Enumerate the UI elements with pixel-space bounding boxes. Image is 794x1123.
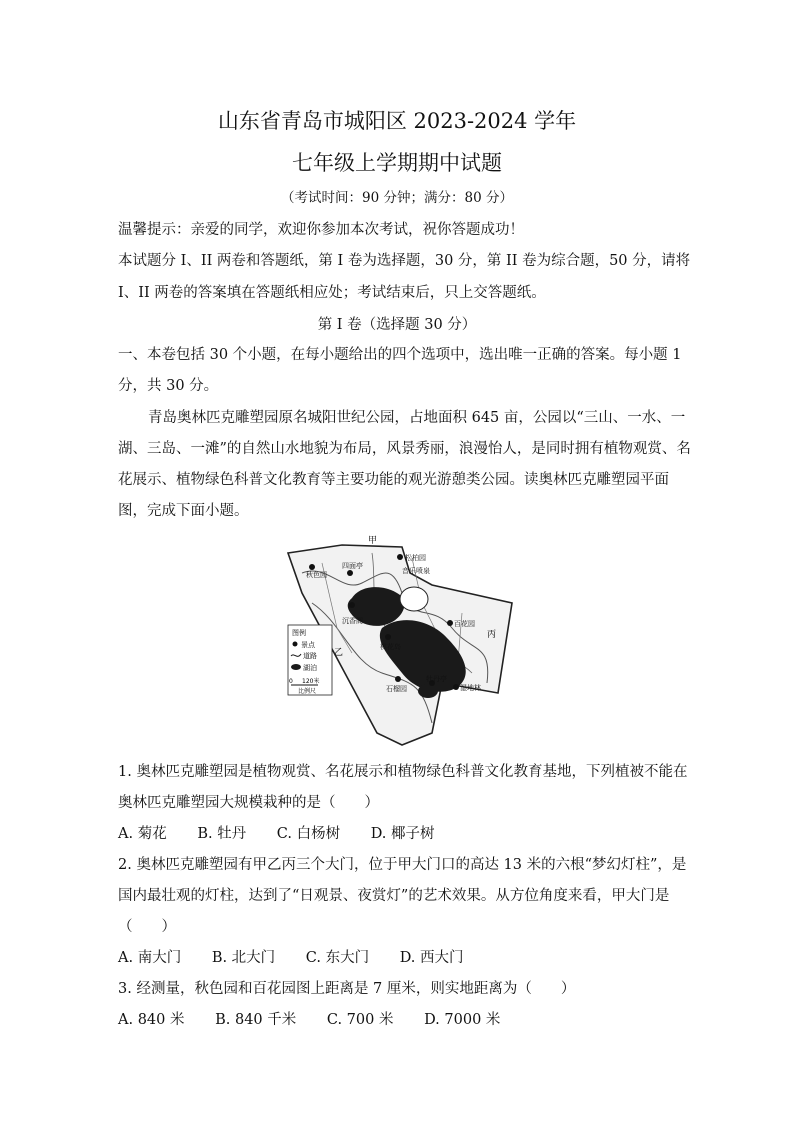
exam-info: （考试时间：90 分钟；满分：80 分） xyxy=(281,190,513,206)
notice-instruction-1: 本试题分 I、II 两卷和答题纸，第 I 卷为选择题，30 分，第 II 卷为综合题，50 分，请将 xyxy=(118,253,691,269)
q2-options xyxy=(118,946,490,967)
legend-lake: 湖泊 xyxy=(303,664,317,672)
scale-value: 120米 xyxy=(302,678,320,685)
scale-label: 比例尺 xyxy=(298,688,317,695)
q2-stem-3: （ ） xyxy=(118,919,176,935)
q3-option-a[interactable]: A. 840 米 xyxy=(118,1012,185,1028)
label-songbai: 松柏园 xyxy=(405,554,426,562)
spot-marker xyxy=(347,570,353,576)
exam-title: 山东省青岛市城阳区 2023-2024 学年 xyxy=(217,109,577,133)
label-qiuse: 秋色园 xyxy=(306,571,327,579)
q3-stem-1: 3. 经测量，秋色园和百花园图上距离是 7 厘米，则实地距离为（ ） xyxy=(118,981,576,997)
section-heading: 第 I 卷（选择题 30 分） xyxy=(317,317,477,333)
legend-lake-icon xyxy=(291,664,301,670)
spot-marker xyxy=(349,602,355,608)
park-map-svg xyxy=(282,533,518,748)
gate-jia: 甲 xyxy=(368,536,378,546)
label-shiliu: 石榴园 xyxy=(386,685,407,693)
q2-option-d[interactable]: D. 西大门 xyxy=(399,950,464,966)
q2-option-a[interactable]: A. 南大门 xyxy=(118,950,182,966)
gate-yi: 乙 xyxy=(334,648,344,658)
q1-option-c[interactable]: C. 白杨树 xyxy=(276,826,341,842)
q3-option-d[interactable]: D. 7000 米 xyxy=(424,1012,501,1028)
label-taohua: 桃花岛 xyxy=(380,643,401,651)
passage-line-2: 湖、三岛、一滩”的自然山水地貌为布局，风景秀丽，浪漫怡人，是同时拥有植物观赏、名 xyxy=(118,441,691,457)
legend-spot: 景点 xyxy=(301,641,315,649)
gate-bing: 丙 xyxy=(487,630,497,640)
q1-option-d[interactable]: D. 椰子树 xyxy=(370,826,435,842)
exam-subtitle: 七年级上学期期中试题 xyxy=(292,151,502,175)
spot-marker xyxy=(397,554,403,560)
q3-option-c[interactable]: C. 700 米 xyxy=(326,1012,394,1028)
q1-option-a[interactable]: A. 菊花 xyxy=(118,826,167,842)
scale-zero: 0 xyxy=(289,678,293,685)
map-legend xyxy=(288,625,332,695)
fountain-pool xyxy=(400,587,428,611)
q2-option-b[interactable]: B. 北大门 xyxy=(211,950,276,966)
label-shidi: 湿地林 xyxy=(460,684,481,692)
spot-marker xyxy=(309,564,315,570)
spot-marker xyxy=(385,634,391,640)
label-chenxiang: 沉香阁 xyxy=(342,617,363,625)
q3-options xyxy=(118,1008,526,1029)
legend-spot-icon xyxy=(293,642,298,647)
section-intro-1: 一、本卷包括 30 个小题，在每小题给出的四个选项中，选出唯一正确的答案。每小题 1 xyxy=(118,347,682,363)
park-map xyxy=(282,533,518,748)
section-intro-2: 分，共 30 分。 xyxy=(118,378,219,394)
q2-option-c[interactable]: C. 东大门 xyxy=(305,950,370,966)
passage-line-4: 图，完成下面小题。 xyxy=(118,503,249,519)
spot-marker xyxy=(395,676,401,682)
notice-greeting: 温馨提示：亲爱的同学，欢迎你参加本次考试，祝你答题成功！ xyxy=(118,222,524,238)
q3-option-b[interactable]: B. 840 千米 xyxy=(215,1012,297,1028)
label-baihua: 百花园 xyxy=(454,620,475,628)
q2-stem-1: 2. 奥林匹克雕塑园有甲乙丙三个大门，位于甲大门口的高达 13 米的六根“梦幻灯柱”，是 xyxy=(118,857,687,873)
label-mudan: 牡丹亭 xyxy=(426,675,447,683)
q1-stem-2: 奥林匹克雕塑园大规模栽种的是（ ） xyxy=(118,795,379,811)
spot-marker xyxy=(453,684,459,690)
q1-options xyxy=(118,822,461,843)
legend-road: 道路 xyxy=(303,652,317,660)
label-yinyue: 音乐喷泉 xyxy=(402,567,430,575)
label-simian: 四面亭 xyxy=(342,562,363,570)
q1-stem-1: 1. 奥林匹克雕塑园是植物观赏、名花展示和植物绿色科普文化教育基地，下列植被不能在 xyxy=(118,764,688,780)
passage-line-1: 青岛奥林匹克雕塑园原名城阳世纪公园，占地面积 645 亩，公园以“三山、一水、一 xyxy=(148,410,686,426)
lake xyxy=(418,684,438,698)
q2-stem-2: 国内最壮观的灯柱，达到了“日观景、夜赏灯”的艺术效果。从方位角度来看，甲大门是 xyxy=(118,888,670,904)
passage-line-3: 花展示、植物绿色科普文化教育等主要功能的观光游憩类公园。读奥林匹克雕塑园平面 xyxy=(118,472,669,488)
notice-instruction-2: I、II 两卷的答案填在答题纸相应处；考试结束后，只上交答题纸。 xyxy=(118,285,546,301)
legend-title: 图例 xyxy=(292,629,306,637)
q1-option-b[interactable]: B. 牡丹 xyxy=(197,826,247,842)
spot-marker xyxy=(447,620,453,626)
